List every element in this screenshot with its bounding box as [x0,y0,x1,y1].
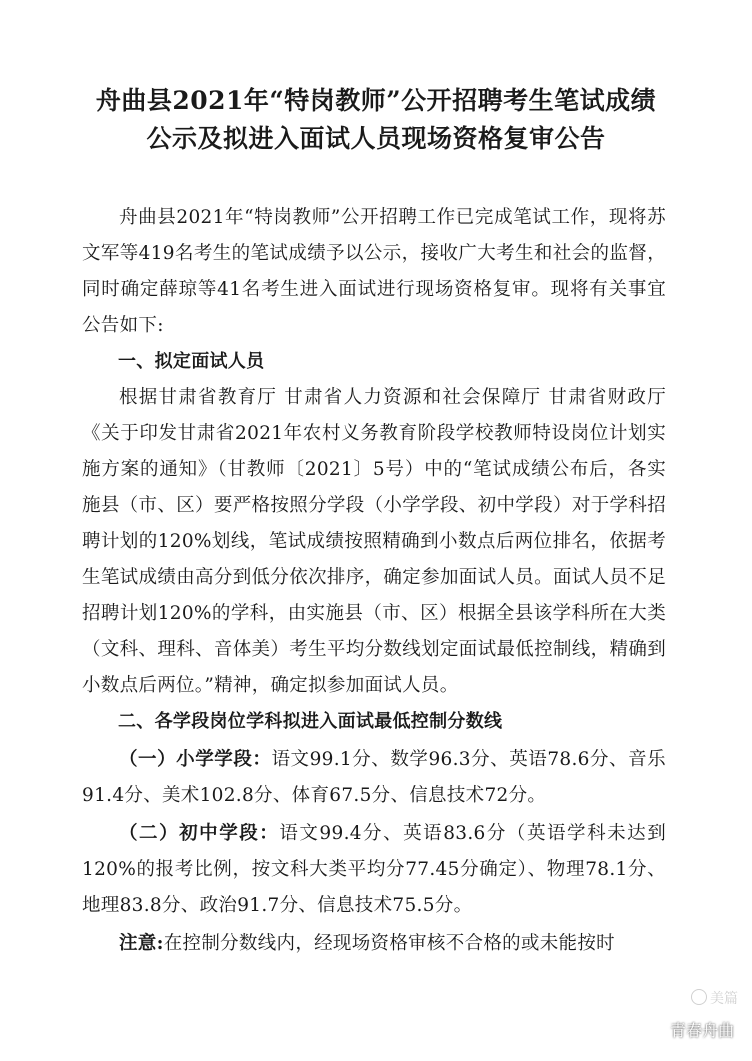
title-line-1: 舟曲县2021年“特岗教师”公开招聘考生笔试成绩 [95,86,657,115]
document-body [82,200,666,962]
title-line-2: 公示及拟进入面试人员现场资格复审公告 [146,124,606,153]
note-label: 注意: [119,933,164,954]
middle-school-label: （二）初中学段： [119,823,280,844]
section-1-paragraph: 根据甘肃省教育厅 甘肃省人力资源和社会保障厅 甘肃省财政厅《关于印发甘肃省2021年农村义务教育阶段学校教师特设岗位计划实施方案的通知》（甘教师〔2021〕5号）中的“笔试成绩公布后，各实施县（市、区）要严格按照分学段（小学学段、初中学段）对于学科招聘计划的120%划线，笔试成绩按照精确到小数点后两位排名，依据考生笔试成绩由高分到低分依次排序，确定参加面试人员。面试人员不足招聘计划120%的学科，由实施县（市、区）根据全县该学科所在大类（文科、理科、音体美）考生平均分数线划定面试最低控制线，精确到小数点后两位。”精神，确定拟参加面试人员。 [82,387,666,696]
section-1-heading: 一、拟定面试人员 [118,351,265,372]
primary-school-label: （一）小学学段： [119,749,272,770]
middle-school-scores: 语文99.4分、英语83.6分（英语学科未达到120%的报考比例，按文科大类平均分77.45分确定）、物理78.1分、地理83.8分、政治91.7分、信息技术75.5分。 [82,823,666,916]
primary-school-scores: 语文99.1分、数学96.3分、英语78.6分、音乐91.4分、美术102.8分、体育67.5分、信息技术72分。 [82,749,666,806]
wechat-account-watermark [638,1018,734,1041]
meipian-watermark-text: 美篇 [710,991,738,1007]
wechat-icon [638,1019,664,1041]
middle-school-paragraph [82,816,666,924]
section-2-heading: 二、各学段岗位学科拟进入面试最低控制分数线 [118,711,503,732]
note-paragraph [82,926,666,962]
note-text: 在控制分数线内，经现场资格审核不合格的或未能按时 [163,933,615,954]
wechat-account-name: 青春舟曲 [669,1021,734,1040]
meipian-logo-icon [691,989,707,1005]
primary-school-paragraph [82,742,666,814]
meipian-watermark [691,988,738,1008]
intro-paragraph: 舟曲县2021年“特岗教师”公开招聘工作已完成笔试工作，现将苏文军等419名考生的笔试成绩予以公示，接收广大考生和社会的监督，同时确定薛琼等41名考生进入面试进行现场资格复审。现将有关事宜公告如下: [82,207,666,336]
document-title [0,82,752,158]
